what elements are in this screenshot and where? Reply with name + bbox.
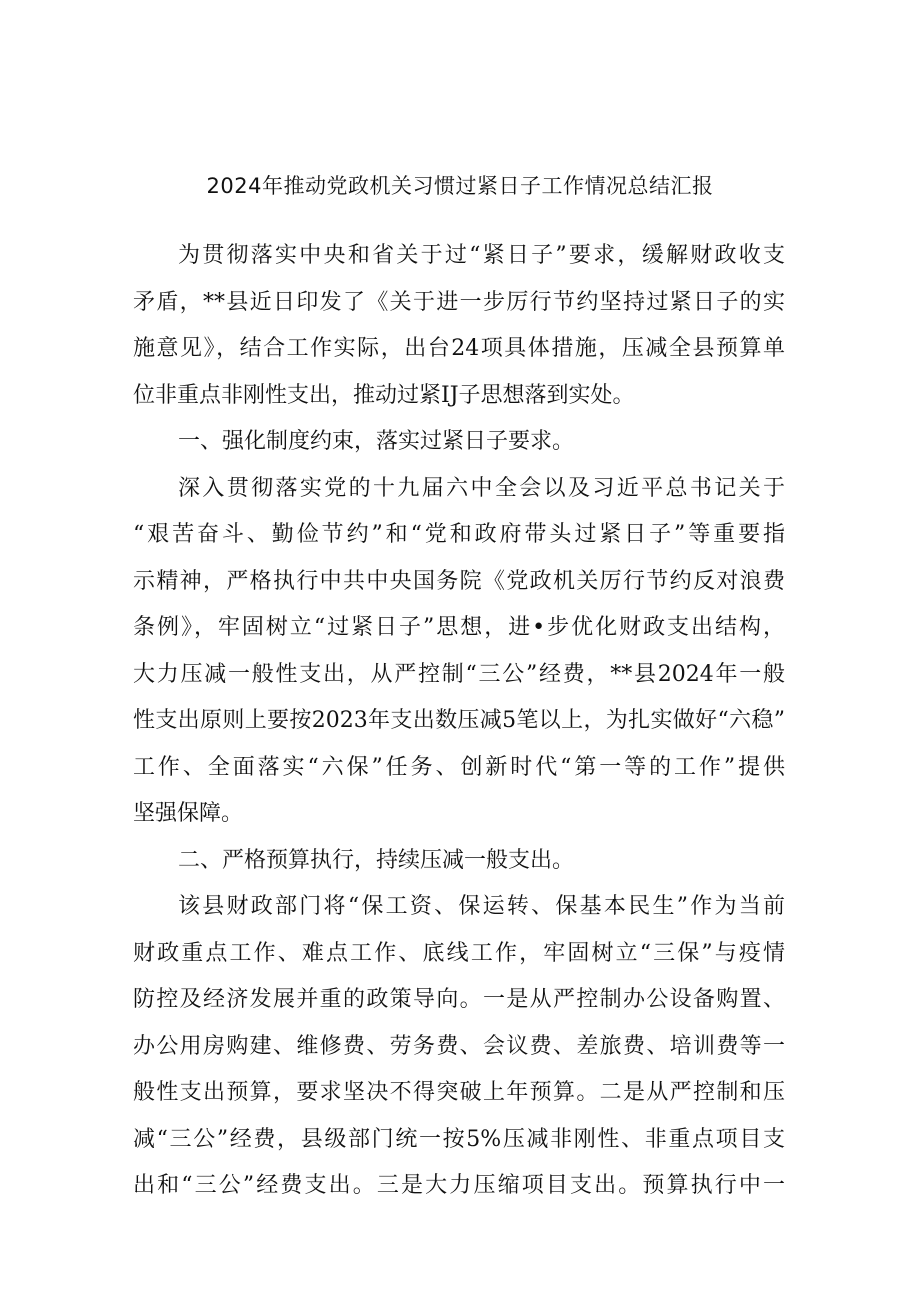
section-heading: 一、强化制度约束，落实过紧日子要求。 — [178, 429, 575, 454]
text-line: 减“三公”经费，县级部门统一按5%压减非刚性、非重点项目支 — [133, 1126, 785, 1152]
text-line: 大力压减一般性支出，从严控制“三公”经费，**县2024年一般 — [133, 661, 785, 687]
text-line: 财政重点工作、难点工作、底线工作，牢固树立“三保”与疫情 — [133, 940, 785, 966]
text-line: “艰苦奋斗、勤俭节约”和“党和政府带头过紧日子”等重要指 — [133, 522, 785, 547]
text-line: 深入贯彻落实党的十九届六中全会以及习近平总书记关于 — [178, 475, 785, 501]
text-line: 位非重点非刚性支出，推动过紧IJ子思想落到实处。 — [133, 382, 635, 408]
section-heading-1 — [133, 419, 785, 466]
text-line: 般性支出预算，要求坚决不得突破上年预算。二是从严控制和压 — [133, 1080, 785, 1105]
paragraph-intro — [133, 233, 785, 419]
text-line: 该县财政部门将“保工资、保运转、保基本民生”作为当前 — [178, 894, 785, 919]
text-line: 防控及经济发展并重的政策导向。一是从严控制办公设备购置、 — [133, 987, 785, 1012]
document-title: 2024年推动党政机关习惯过紧日子工作情况总结汇报 — [206, 174, 714, 198]
section-heading: 二、严格预算执行，持续压减一般支出。 — [178, 847, 575, 873]
text-line: 办公用房购建、维修费、劳务费、会议费、差旅费、培训费等一 — [133, 1033, 785, 1059]
section-heading-2 — [133, 838, 785, 885]
document-body — [133, 233, 785, 1210]
text-line: 性支出原则上要按2023年支出数压减5笔以上，为扎实做好“六稳” — [133, 708, 785, 733]
text-line: 为贯彻落实中央和省关于过“紧日子”要求，缓解财政收支 — [178, 243, 785, 268]
text-line: 坚强保障。 — [133, 801, 244, 826]
text-line: 工作、全面落实“六保”任务、创新时代“第一等的工作”提供 — [133, 754, 785, 780]
text-line: 施意见》，结合工作实际，出台24项具体措施，压减全县预算单 — [133, 336, 785, 361]
text-line: 矛盾，**县近日印发了《关于进一步厉行节约坚持过紧日子的实 — [133, 289, 785, 315]
paragraph-section-1 — [133, 466, 785, 838]
paragraph-section-2 — [133, 884, 785, 1210]
text-line: 出和“三公”经费支出。三是大力压缩项目支出。预算执行中一 — [133, 1173, 785, 1198]
text-line: 条例》，牢固树立“过紧日子”思想，进•步优化财政支出结构， — [133, 615, 785, 640]
text-line: 示精神，严格执行中共中央国务院《党政机关厉行节约反对浪费 — [133, 568, 785, 594]
